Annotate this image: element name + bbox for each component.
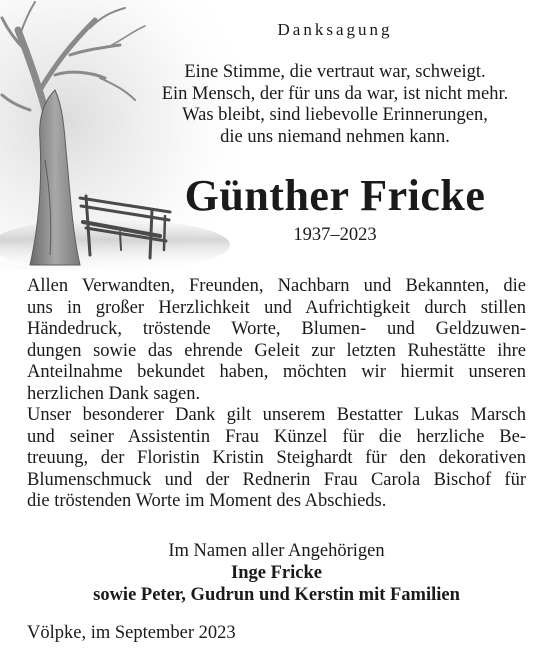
poem-line: Eine Stimme, die vertraut war, schweigt.: [184, 62, 486, 82]
notice-heading: Danksagung: [277, 20, 393, 39]
signature-block: [27, 540, 526, 606]
body-line: die tröstenden Worte im Moment des Abschieds.: [27, 491, 387, 511]
body-line: Blumenschmuck und der Rednerin Frau Carola Bischof für: [27, 469, 526, 490]
signature-intro: Im Namen aller Angehörigen: [168, 541, 385, 561]
poem-line: Was bleibt, sind liebevolle Erinnerungen,: [182, 105, 488, 125]
body-line: dungen sowie das ehrende Geleit zur letzten Ruhestätte ihre: [27, 340, 526, 361]
body-line: Allen Verwandten, Freunden, Nachbarn und Bekannten, die: [27, 276, 526, 296]
body-line: und seiner Assistentin Frau Künzel für die herzliche Be-: [27, 426, 526, 447]
life-years: 1937–2023: [293, 225, 377, 245]
poem-line: die uns niemand nehmen kann.: [220, 126, 450, 147]
deceased-name: Günther Fricke: [184, 171, 486, 220]
thank-you-text: [27, 276, 526, 513]
poem-line: Ein Mensch, der für uns da war, ist nicht mehr.: [161, 83, 509, 104]
body-line: Anteilnahme bekundet haben, möchten wir hiermit unseren: [27, 362, 526, 382]
body-line: treuung, der Floristin Kristin Steighardt für den dekorativen: [27, 448, 526, 468]
body-line: herzlichen Dank sagen.: [27, 383, 201, 404]
memorial-poem: [130, 62, 540, 148]
place-and-date: Völpke, im September 2023: [27, 623, 236, 643]
signature-secondary: sowie Peter, Gudrun und Kerstin mit Familien: [93, 585, 460, 605]
body-line: Unser besonderer Dank gilt unserem Bestatter Lukas Marsch: [27, 405, 526, 425]
body-line: uns in großer Herzlichkeit und Aufrichtigkeit durch stillen: [27, 297, 526, 318]
body-line: Händedruck, tröstende Worte, Blumen- und Geldzuwen-: [27, 319, 526, 339]
signature-primary: Inge Fricke: [231, 563, 322, 583]
